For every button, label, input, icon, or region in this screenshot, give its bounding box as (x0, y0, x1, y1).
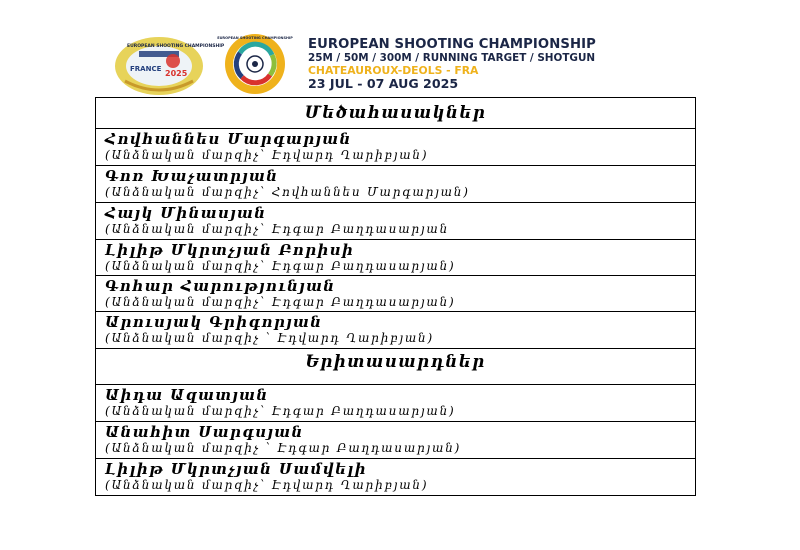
badge-year: 2025 (165, 69, 188, 78)
section-heading-seniors: Մեծահասակներ (96, 98, 695, 129)
athlete-row (96, 276, 695, 312)
athlete-row (96, 385, 695, 422)
athlete-name: Արուսյակ Գրիգորյան (105, 313, 323, 331)
badge-country: FRANCE (130, 65, 162, 73)
badge-top-text: EUROPEAN SHOOTING CHAMPIONSHIP (127, 44, 225, 49)
athlete-row (96, 459, 695, 495)
athlete-row (96, 203, 695, 240)
athlete-row (96, 422, 695, 459)
emblem-ring-text: EUROPEAN SHOOTING CHAMPIONSHIP (217, 36, 293, 40)
athlete-row (96, 312, 695, 349)
event-title: EUROPEAN SHOOTING CHAMPIONSHIP (308, 37, 596, 52)
athlete-name: Գոռ Խաչատրյան (105, 167, 279, 185)
event-location: CHATEAUROUX-DEOLS - FRA (308, 63, 479, 77)
athlete-name: Հայկ Մինասյան (105, 204, 267, 222)
event-dates: 23 JUL - 07 AUG 2025 (308, 76, 459, 92)
athlete-name: Աիդա Ազատյան (105, 386, 269, 404)
athlete-name: Անահիտ Սարգսյան (105, 423, 304, 441)
roster-table (95, 97, 696, 496)
athlete-coach: (Անձնական մարզիչ՝ Էդգար Բաղդասարյան (105, 222, 450, 236)
athlete-coach: (Անձնական մարզիչ՝ Հովհաննես Մարգարյան) (105, 185, 470, 199)
championship-ring-emblem (212, 33, 298, 95)
athlete-name: Գոհար Հարությունյան (105, 277, 336, 295)
athlete-name: Հովհաննես Մարգարյան (105, 130, 352, 148)
athlete-name: Լիլիթ Մկրտչյան Սամվելի (105, 460, 368, 478)
section-heading-juniors: Երիտասարդներ (96, 349, 695, 385)
athlete-name: Լիլիթ Մկրտչյան Բորիսի (105, 241, 355, 259)
athlete-row (96, 240, 695, 276)
france-2025-badge-logo (113, 35, 225, 97)
athlete-coach: (Անձնական մարզիչ՝ Էդգար Բաղդասարյան) (105, 295, 456, 309)
athlete-coach: (Անձնական մարզիչ՝ Էդգար Բաղդասարյան) (105, 404, 456, 418)
event-info (308, 38, 596, 91)
event-disciplines: 25M / 50M / 300M / RUNNING TARGET / SHOTGUN (308, 52, 596, 65)
athlete-row (96, 129, 695, 166)
athlete-row (96, 166, 695, 203)
athlete-coach: (Անձնական մարզիչ ՝ Էդվարդ Ղարիբյան) (105, 331, 434, 345)
athlete-coach: (Անձնական մարզիչ՝ Էդվարդ Ղարիբյան) (105, 478, 429, 492)
athlete-coach: (Անձնական մարզիչ ՝ Էդգար Բաղդասարյան) (105, 441, 462, 455)
athlete-coach: (Անձնական մարզիչ՝ Էդգար Բաղդասարյան) (105, 259, 456, 273)
athlete-coach: (Անձնական մարզիչ՝ Էդվարդ Ղարիբյան) (105, 148, 429, 162)
